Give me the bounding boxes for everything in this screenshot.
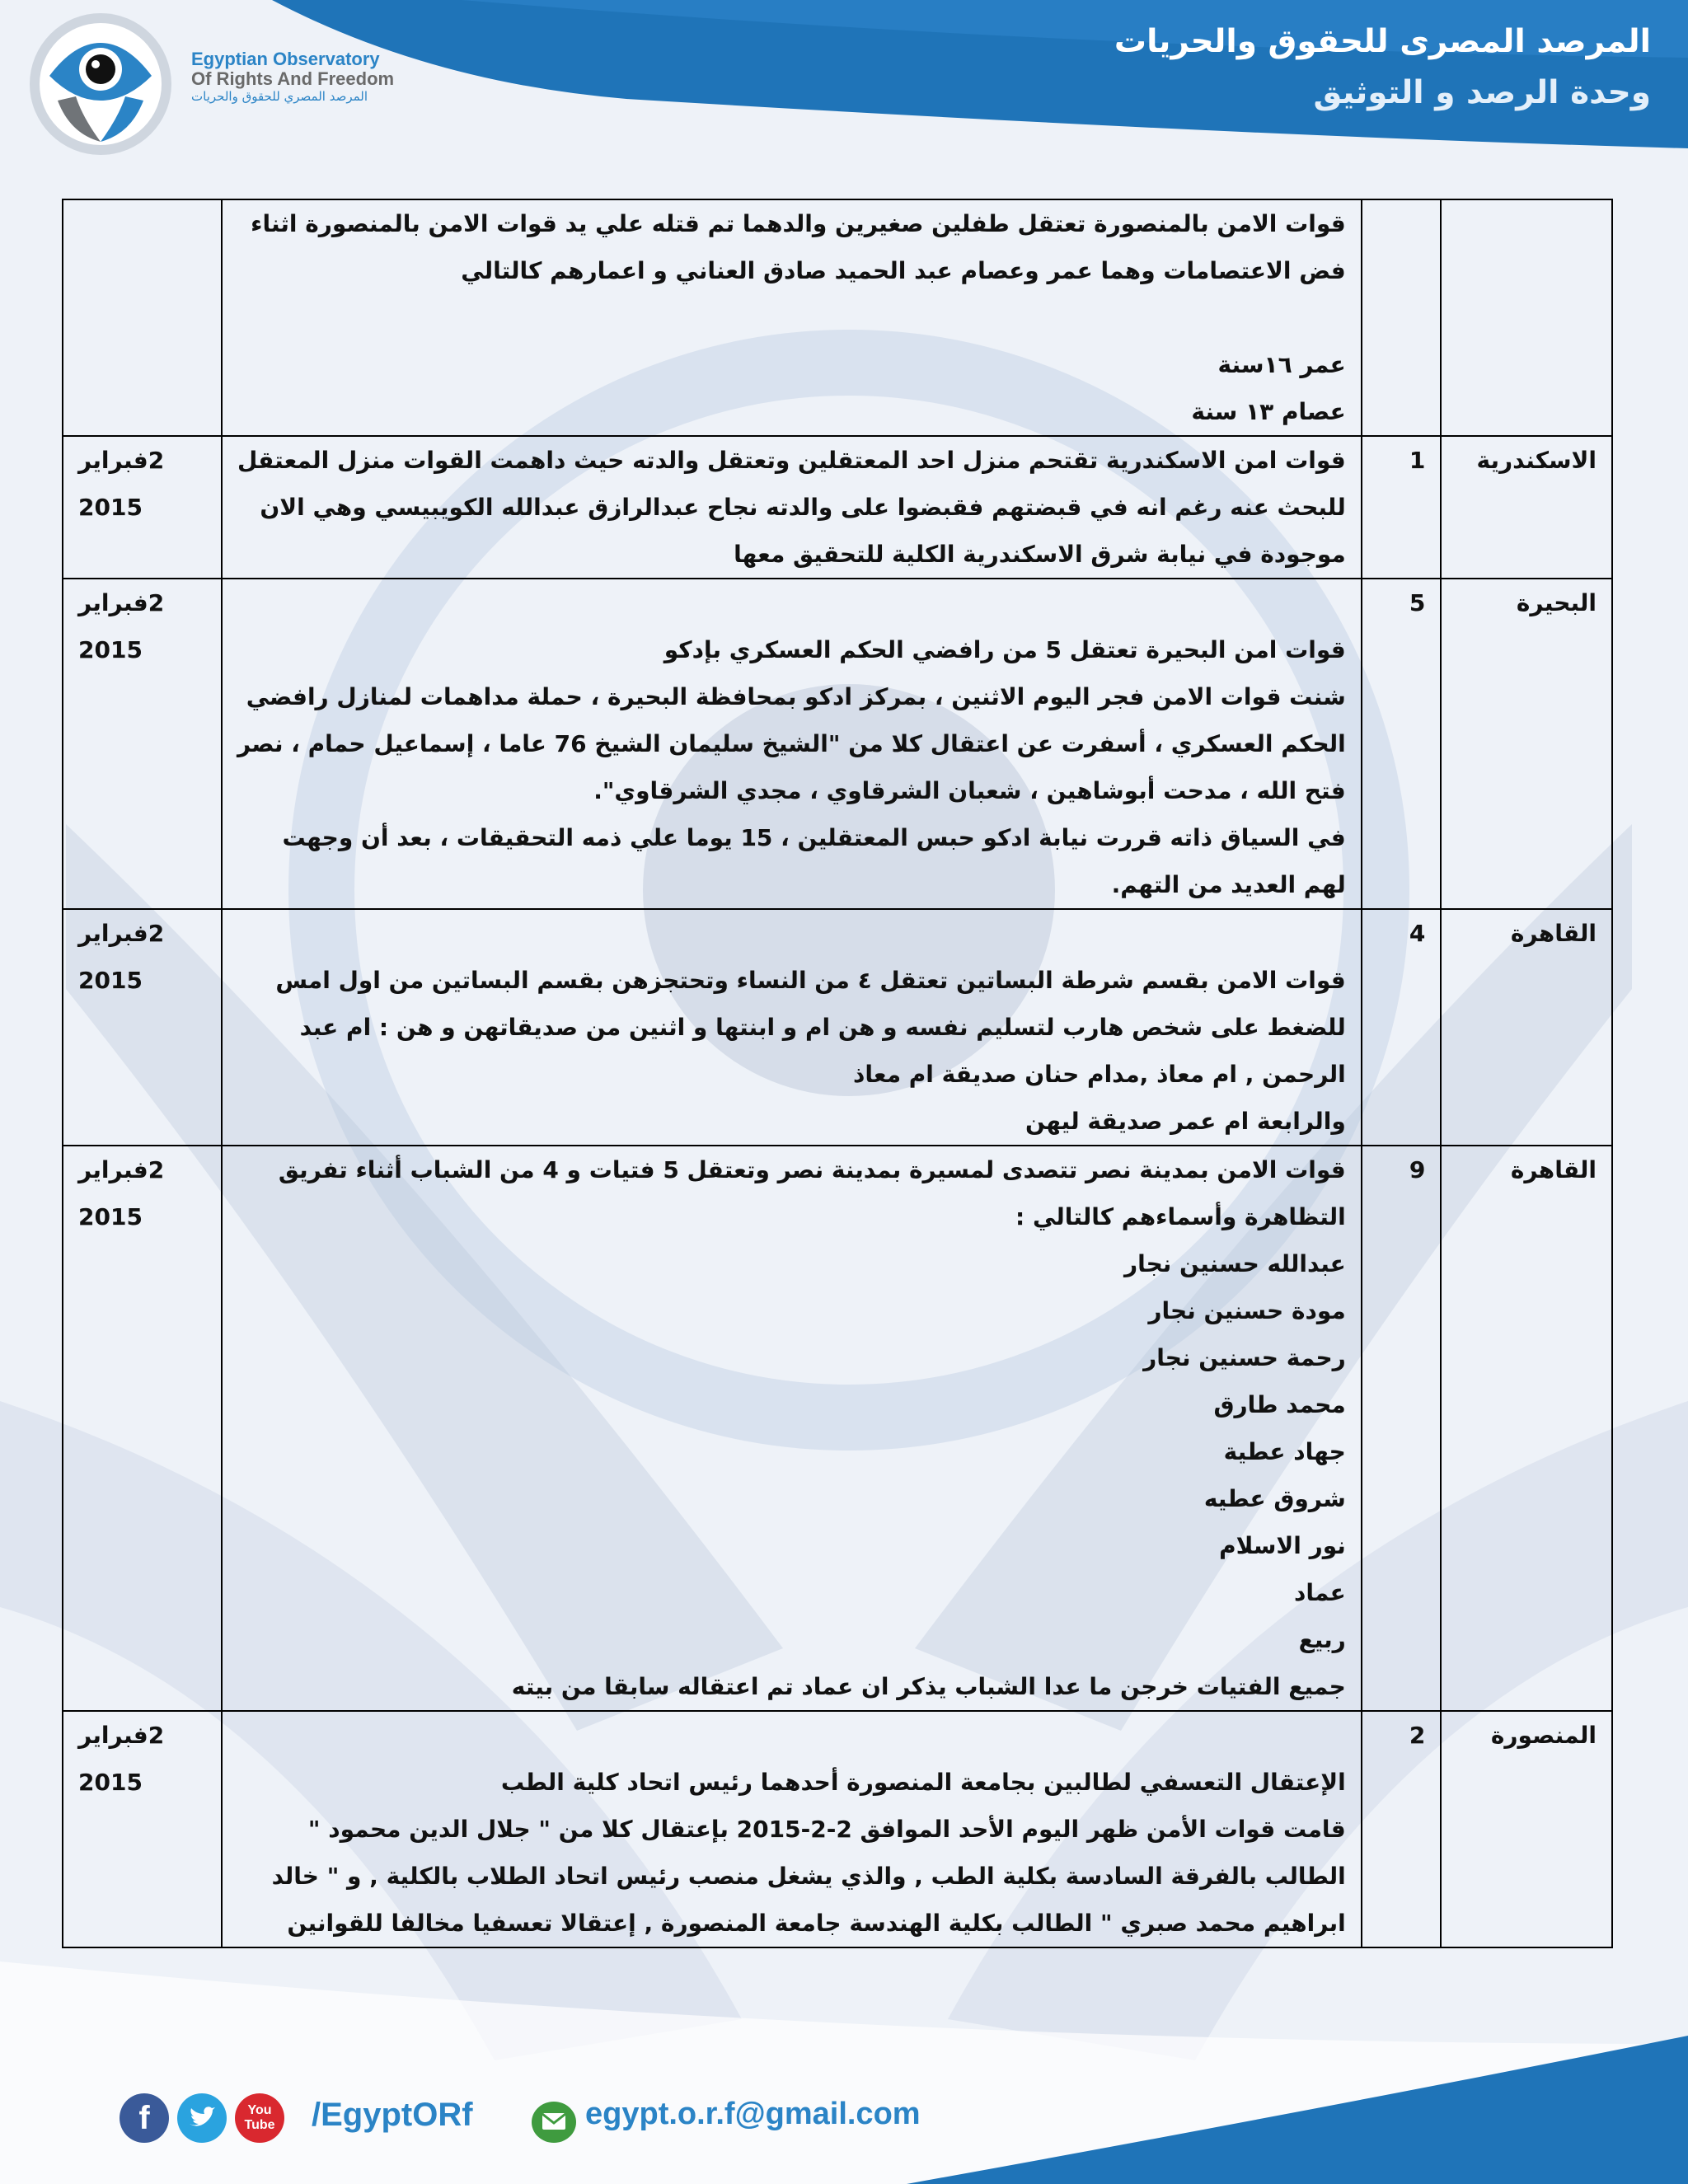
description-line: للضغط على شخص هارب لتسليم نفسه و هن ام و ابنتها و اثنين من صديقاتهن و هن : ام عبد bbox=[299, 1014, 1346, 1041]
logo-english-line1: Egyptian Observatory bbox=[191, 49, 380, 69]
description-line: عماد bbox=[1293, 1579, 1346, 1606]
description-line: عبدالله حسنين نجار bbox=[1123, 1250, 1346, 1277]
description-line: موجودة في نيابة شرق الاسكندرية الكلية للتحقيق معها bbox=[734, 541, 1346, 568]
page-header bbox=[0, 0, 1688, 165]
description-line: ربيع bbox=[1298, 1626, 1346, 1653]
table-row bbox=[63, 436, 1612, 579]
count-cell: 2 bbox=[1362, 1711, 1442, 1947]
governorate-cell: البحيرة bbox=[1441, 579, 1612, 909]
date-cell: 2فبراير 2015 bbox=[63, 1711, 222, 1947]
description-line: في السياق ذاته قررت نيابة ادكو حبس المعتقلين ، 15 يوما علي ذمه التحقيقات ، بعد أن وجهت bbox=[282, 824, 1346, 851]
twitter-icon[interactable] bbox=[177, 2093, 227, 2143]
governorate-cell bbox=[1441, 199, 1612, 436]
table-row bbox=[63, 909, 1612, 1146]
governorate-cell: القاهرة bbox=[1441, 909, 1612, 1146]
description-line bbox=[237, 910, 1346, 957]
social-handle-link[interactable]: /EgyptORf bbox=[312, 2097, 473, 2133]
table-row bbox=[63, 1711, 1612, 1947]
description-cell bbox=[222, 1711, 1362, 1947]
date-cell bbox=[63, 199, 222, 436]
date-cell: 2فبراير 2015 bbox=[63, 909, 222, 1146]
count-cell: 4 bbox=[1362, 909, 1442, 1146]
description-line: قوات الامن بالمنصورة تعتقل طفلين صغيرين والدهما تم قتله علي يد قوات الامن بالمنصورة اثناء bbox=[251, 210, 1346, 237]
detentions-report-table bbox=[62, 199, 1613, 1948]
description-line: عمر ١٦سنة bbox=[1217, 351, 1346, 378]
date-cell: 2فبراير 2015 bbox=[63, 1146, 222, 1711]
email-link[interactable]: egypt.o.r.f@gmail.com bbox=[585, 2097, 921, 2131]
description-line: فتح الله ، مدحت أبوشاهين ، شعبان الشرقاوي ، مجدي الشرقاوي". bbox=[593, 777, 1346, 804]
description-line: والرابعة ام عمر صديقة ليهن bbox=[1025, 1108, 1346, 1135]
organization-logo bbox=[25, 10, 181, 158]
description-line: عصام ١٣ سنة bbox=[1191, 398, 1346, 425]
description-cell bbox=[222, 909, 1362, 1146]
description-line: الحكم العسكري ، أسفرت عن اعتقال كلا من "الشيخ سليمان الشيخ 76 عاما ، إسماعيل حمام ، نصر bbox=[237, 730, 1346, 757]
email-icon bbox=[532, 2102, 576, 2143]
governorate-cell: الاسكندرية bbox=[1441, 436, 1612, 579]
description-line: ابراهيم محمد صبري " الطالب بكلية الهندسة جامعة المنصورة , إعتقالا تعسفيا مخالفا للقوانين bbox=[287, 1910, 1346, 1937]
description-cell bbox=[222, 199, 1362, 436]
description-line: الإعتقال التعسفي لطالبين بجامعة المنصورة أحدهما رئيس اتحاد كلية الطب bbox=[500, 1769, 1346, 1796]
description-cell bbox=[222, 436, 1362, 579]
description-line: جميع الفتيات خرجن ما عدا الشباب يذكر ان عماد تم اعتقاله سابقا من بيته bbox=[511, 1673, 1346, 1700]
table-row bbox=[63, 199, 1612, 436]
description-cell bbox=[222, 579, 1362, 909]
description-line bbox=[237, 1712, 1346, 1759]
description-line bbox=[237, 294, 1346, 341]
description-line: رحمة حسنين نجار bbox=[1143, 1344, 1346, 1371]
description-line: نور الاسلام bbox=[1219, 1532, 1346, 1559]
description-line: محمد طارق bbox=[1213, 1391, 1346, 1418]
description-line bbox=[237, 579, 1346, 626]
description-line: قوات امن الاسكندرية تقتحم منزل احد المعتقلين وتعتقل والدته حيث داهمت القوات منزل المعتقل bbox=[237, 447, 1346, 474]
facebook-icon[interactable]: f bbox=[120, 2093, 169, 2143]
description-line: قوات الامن بمدينة نصر تتصدى لمسيرة بمدينة نصر وتعتقل 5 فتيات و 4 من الشباب أثناء تفريق bbox=[278, 1156, 1346, 1183]
count-cell: 1 bbox=[1362, 436, 1442, 579]
description-line: قوات امن البحيرة تعتقل 5 من رافضي الحكم العسكري بإدكو bbox=[663, 636, 1346, 663]
description-line: قوات الامن بقسم شرطة البساتين تعتقل ٤ من النساء وتحتجزهن بقسم البساتين من اول امس bbox=[275, 967, 1346, 994]
header-title: المرصد المصرى للحقوق والحريات bbox=[1114, 23, 1651, 60]
description-line: الرحمن , ام معاذ ,مدام حنان صديقة ام معاذ bbox=[853, 1061, 1346, 1088]
youtube-icon[interactable]: You Tube bbox=[235, 2093, 284, 2143]
count-cell bbox=[1362, 199, 1442, 436]
date-cell: 2فبراير 2015 bbox=[63, 579, 222, 909]
description-line: قامت قوات الأمن ظهر اليوم الأحد الموافق 2-2-2015 بإعتقال كلا من " جلال الدين محمود " bbox=[307, 1816, 1346, 1843]
logo-english-line2: Of Rights And Freedom bbox=[191, 68, 395, 89]
count-cell: 9 bbox=[1362, 1146, 1442, 1711]
description-line: شروق عطيه bbox=[1203, 1485, 1346, 1512]
logo-arabic-name: المرصد المصري للحقوق والحريات bbox=[191, 89, 368, 104]
description-line: لهم العديد من التهم. bbox=[1111, 871, 1346, 898]
description-line: شنت قوات الامن فجر اليوم الاثنين ، بمركز ادكو بمحافظة البحيرة ، حملة مداهمات لمنازل رافضي bbox=[246, 683, 1346, 710]
logo-text-block bbox=[191, 49, 438, 104]
page-footer bbox=[0, 2093, 1688, 2184]
governorate-cell: القاهرة bbox=[1441, 1146, 1612, 1711]
count-cell: 5 bbox=[1362, 579, 1442, 909]
description-line: مودة حسنين نجار bbox=[1148, 1297, 1346, 1324]
report-table-body bbox=[63, 199, 1612, 1947]
date-cell: 2فبراير 2015 bbox=[63, 436, 222, 579]
header-subtitle: وحدة الرصد و التوثيق bbox=[1313, 74, 1651, 111]
description-cell bbox=[222, 1146, 1362, 1711]
description-line: جهاد عطية bbox=[1223, 1438, 1346, 1465]
table-row bbox=[63, 579, 1612, 909]
description-line: فض الاعتصامات وهما عمر وعصام عبد الحميد صادق العناني و اعمارهم كالتالي bbox=[461, 257, 1346, 284]
table-row bbox=[63, 1146, 1612, 1711]
governorate-cell: المنصورة bbox=[1441, 1711, 1612, 1947]
description-line: للبحث عنه رغم انه في قبضتهم فقبضوا على والدته نجاح عبدالرازق عبدالله الكويبيسي وهي الان bbox=[260, 494, 1346, 521]
eye-hands-logo-icon bbox=[25, 10, 181, 158]
description-line: الطالب بالفرقة السادسة بكلية الطب , والذي يشغل منصب رئيس اتحاد الطلاب بالكلية , و " خالد bbox=[271, 1863, 1346, 1890]
description-line: التظاهرة وأسماءهم كالتالي : bbox=[1015, 1203, 1346, 1230]
